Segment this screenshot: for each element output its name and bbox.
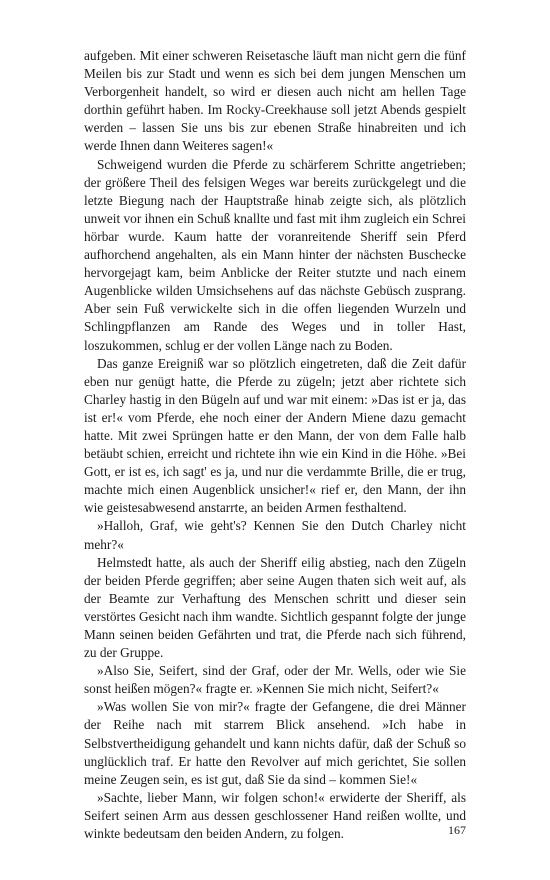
paragraph: »Halloh, Graf, wie geht's? Kennen Sie den Dutch Charley nicht mehr?« [84,518,466,552]
paragraph: »Sachte, lieber Mann, wir folgen schon!« erwiderte der Sheriff, als Seifert seinen Arm aus dessen geschlossener Hand reißen wollte, und winkte bedeutsam den beiden Andern, zu folgen. [84,789,466,842]
page-body [84,47,466,843]
page-number: 167 [448,823,466,837]
paragraph-continuation: aufgeben. Mit einer schweren Reisetasche läuft man nicht gern die fünf Meilen bis zur Stadt und wenn es sich bei dem jungen Menschen um Verborgenheit handelt, so wird er diesen auch nicht am hellen Tage dorthin geführt haben. Im Rocky-Creekhause soll jetzt Abends gespielt werden – lassen Sie uns bis zur ebenen Straße hinabreiten und ich werde Ihnen dann Weiteres sagen!« [84,48,466,154]
paragraph: »Was wollen Sie von mir?« fragte der Gefangene, die drei Männer der Reihe nach mit starrem Blick ansehend. »Ich habe in Selbstvertheidigung gehandelt und kann nichts dafür, daß der Schuß so unglücklich traf. Er hatte den Revolver auf mich gerichtet, Sie sollen meine Zeugen sein, es ist gut, daß Sie da sind – kommen Sie!« [84,699,466,787]
paragraph: Das ganze Ereigniß war so plötzlich eingetreten, daß die Zeit dafür eben nur genügt hatte, die Pferde zu zügeln; jetzt aber richtete sich Charley hastig in den Bügeln auf und war mit einem: »Das ist er ja, das ist er!« vom Pferde, ehe noch einer der Andern Miene dazu gemacht hatte. Mit zwei Sprüngen hatte er den Mann, der von dem Falle halb betäubt schien, erreicht und richtete ihn wie ein Kind in die Höhe. »Bei Gott, er ist es, ich sagt' es ja, und nur die verdammte Brille, die er trug, machte mich einen Augenblick unsicher!« rief er, den Mann, der ihn wie geistesabwesend anstarrte, an beiden Armen festhaltend. [84,355,466,516]
paragraph: »Also Sie, Seifert, sind der Graf, oder der Mr. Wells, oder wie Sie sonst heißen mögen?« fragte er. »Kennen Sie mich nicht, Seifert?« [84,663,466,697]
paragraph: Helmstedt hatte, als auch der Sheriff eilig abstieg, nach den Zügeln der beiden Pferde gegriffen; aber seine Augen thaten sich weit auf, als der Beamte zur Verhaftung des Menschen schritt und dieser sein verstörtes Gesicht nach ihm wandte. Sichtlich gespannt folgte der junge Mann seinen beiden Gefährten und trat, die Pferde nach sich führend, zu der Gruppe. [84,554,466,661]
paragraph: Schweigend wurden die Pferde zu schärferem Schritte angetrieben; der größere Theil des felsigen Weges war bereits zurückgelegt und die letzte Biegung nach der Hauptstraße hinab zeigte sich, als plötzlich unweit vor ihnen ein Schuß knallte und fast mit ihm zugleich ein Schrei hörbar wurde. Kaum hatte der voranreitende Sheriff sein Pferd aufhorchend angehalten, als ein Mann hinter der nächsten Buschecke hervorgejagt kam, beim Anblicke der Reiter stutzte und nach einem Augenblicke wilden Umsichsehens auf das nächste Gebüsch zusprang. Aber sein Fuß verwickelte sich in die offen liegenden Wurzeln und Schlingpflanzen am Rande des Weges und in toller Hast, loszukommen, schlug er der vollen Länge nach zu Boden. [84,156,466,353]
